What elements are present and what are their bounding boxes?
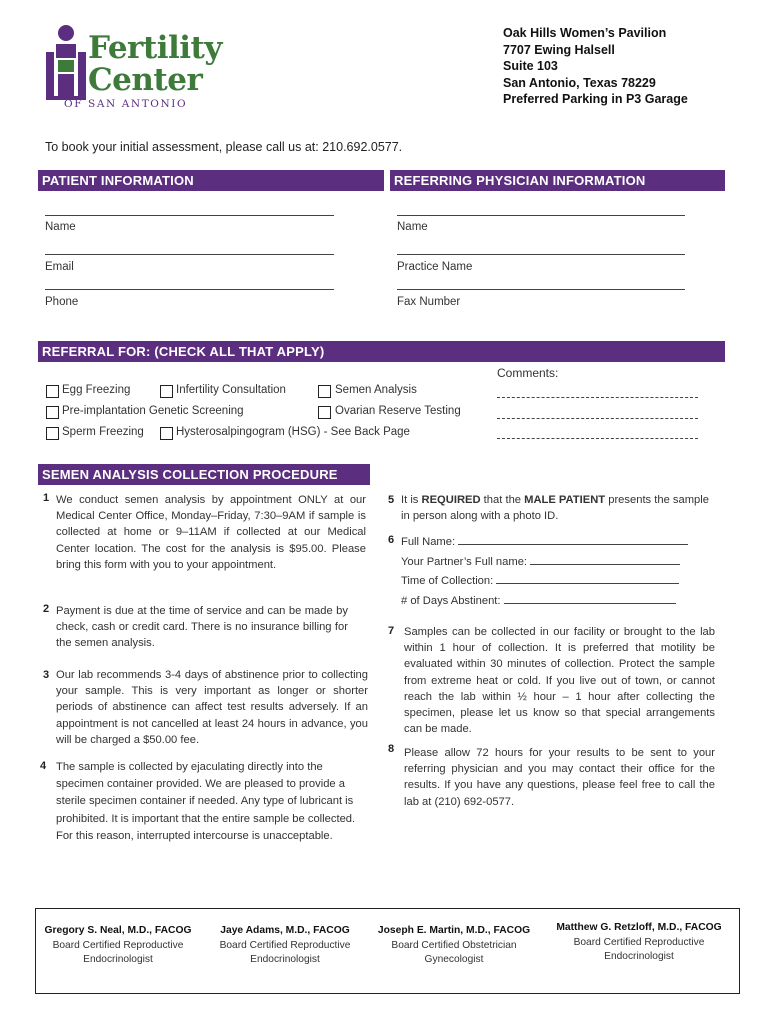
days-abstinent-field[interactable]	[504, 593, 676, 604]
doctor-title-line: Board Certified Obstetrician	[391, 940, 517, 951]
egg-freezing-label: Egg Freezing	[62, 384, 131, 396]
logo-emblem-icon	[44, 24, 86, 102]
sperm-freezing-checkbox[interactable]	[46, 427, 59, 440]
doctor-title-line: Endocrinologist	[83, 954, 153, 965]
doctor-title	[546, 936, 732, 964]
doctor-name: Joseph E. Martin, M.D., FACOG	[377, 925, 531, 936]
doctor-name: Jaye Adams, M.D., FACOG	[220, 925, 350, 936]
ovarian-reserve-checkbox[interactable]	[318, 406, 331, 419]
partner-name-row	[401, 554, 680, 568]
item-number: 6	[388, 534, 395, 546]
infertility-consultation-label: Infertility Consultation	[176, 384, 286, 396]
sperm-freezing-label: Sperm Freezing	[62, 426, 144, 438]
patient-email-field[interactable]	[45, 254, 334, 255]
doctor-card	[546, 922, 732, 964]
patient-phone-label: Phone	[45, 296, 79, 308]
item5-text-c: that the	[480, 494, 525, 506]
physician-name-label: Name	[397, 221, 428, 233]
address-line: Oak Hills Women’s Pavilion	[503, 26, 667, 40]
booking-text: To book your initial assessment, please call us at: 210.692.0577.	[45, 140, 403, 154]
pgs-label: Pre-implantation Genetic Screening	[62, 405, 244, 417]
procedure-item-1: We conduct semen analysis by appointment ONLY at our Medical Center Office, Monday–Friday, 7:30–9AM if sample is collected at home or 9–11AM if collected at our Medical Center location. The cost for the analysis is $95.00. Please bring this form with you to your appointment.	[56, 494, 366, 571]
logo-line3: OF SAN ANTONIO	[64, 98, 188, 110]
doctor-title	[38, 939, 198, 967]
hsg-checkbox[interactable]	[160, 427, 173, 440]
comments-line[interactable]	[497, 397, 698, 398]
doctor-title-line: Gynecologist	[424, 954, 484, 965]
comments-line[interactable]	[497, 438, 698, 439]
days-abstinent-label: # of Days Abstinent:	[401, 595, 501, 607]
fax-number-field[interactable]	[397, 289, 685, 290]
procedure-item-8: Please allow 72 hours for your results to be sent to your referring physician and you may contact their office for the results. If you have any questions, please feel free to call the lab at (210) 692-0577.	[404, 747, 715, 808]
item-number: 4	[40, 760, 47, 772]
doctor-name: Matthew G. Retzloff, M.D., FACOG	[556, 922, 722, 933]
item5-text-a: It is	[401, 494, 422, 506]
collection-time-row	[401, 573, 679, 587]
item-number: 8	[388, 743, 395, 755]
infertility-consultation-checkbox[interactable]	[160, 385, 173, 398]
egg-freezing-checkbox[interactable]	[46, 385, 59, 398]
doctor-title	[370, 939, 538, 967]
semen-analysis-checkbox[interactable]	[318, 385, 331, 398]
collection-time-field[interactable]	[496, 573, 679, 584]
practice-name-label: Practice Name	[397, 261, 473, 273]
logo	[42, 24, 222, 112]
doctor-title	[205, 939, 365, 967]
procedure-item-2: Payment is due at the time of service and can be made by check, cash or credit card. There is no insurance billing for the semen analysis.	[56, 605, 348, 650]
full-name-field[interactable]	[458, 534, 688, 545]
item5-male-patient: MALE PATIENT	[524, 494, 606, 506]
logo-line1: Fertility	[88, 30, 222, 66]
partner-name-label: Your Partner’s Full name:	[401, 556, 528, 568]
item5-required: REQUIRED	[421, 494, 481, 506]
full-name-label: Full Name:	[401, 536, 456, 548]
item-number: 1	[43, 492, 50, 504]
doctor-title-line: Endocrinologist	[250, 954, 320, 965]
item-number: 2	[43, 603, 50, 615]
comments-line[interactable]	[497, 418, 698, 419]
doctor-name: Gregory S. Neal, M.D., FACOG	[44, 925, 192, 936]
physician-info-header: REFERRING PHYSICIAN INFORMATION	[390, 170, 725, 191]
collection-time-label: Time of Collection:	[401, 575, 494, 587]
physician-name-field[interactable]	[397, 215, 685, 216]
ovarian-reserve-label: Ovarian Reserve Testing	[335, 405, 461, 417]
doctor-card	[205, 925, 365, 967]
semen-analysis-header: SEMEN ANALYSIS COLLECTION PROCEDURE	[38, 464, 370, 485]
logo-line2: Center	[88, 62, 203, 98]
procedure-item-5	[401, 492, 711, 524]
address-block	[503, 25, 688, 108]
fax-number-label: Fax Number	[397, 296, 461, 308]
doctor-card	[38, 925, 198, 967]
address-line: Suite 103	[503, 59, 558, 74]
patient-phone-field[interactable]	[45, 289, 334, 290]
doctor-card	[370, 925, 538, 967]
practice-name-field[interactable]	[397, 254, 685, 255]
item-number: 3	[43, 669, 50, 681]
referral-header: REFERRAL FOR: (CHECK ALL THAT APPLY)	[38, 341, 725, 362]
patient-info-header: PATIENT INFORMATION	[38, 170, 384, 191]
partner-name-field[interactable]	[530, 554, 680, 565]
comments-label: Comments:	[497, 366, 559, 380]
semen-analysis-label: Semen Analysis	[335, 384, 417, 396]
doctor-title-line: Board Certified Reproductive	[573, 937, 705, 948]
address-line: 7707 Ewing Halsell	[503, 42, 615, 57]
doctor-title-line: Endocrinologist	[604, 951, 674, 962]
procedure-item-7: Samples can be collected in our facility or brought to the lab within 1 hour of collection. It is preferred that motility be evaluated within 30 minutes of collection. Protect the sample from extreme heat or cold. If you live out of town, or cannot reach the lab within ½ hour – 1 hour after collecting the specimen, please let us know so that special arrangements can be made.	[404, 626, 715, 736]
patient-name-field[interactable]	[45, 215, 334, 216]
item-number: 7	[388, 625, 395, 637]
doctor-title-line: Board Certified Reproductive	[219, 940, 351, 951]
address-line: Preferred Parking in P3 Garage	[503, 92, 688, 107]
address-line: San Antonio, Texas 78229	[503, 75, 656, 90]
procedure-item-4: The sample is collected by ejaculating directly into the specimen container provided. We are pleased to provide a sterile specimen container if needed. Any type of lubricant is prohibited. It is important that the entire sample be collected. For this reason, interrupted intercourse is unacceptable.	[56, 761, 356, 842]
days-abstinent-row	[401, 593, 676, 607]
patient-name-label: Name	[45, 221, 76, 233]
item-number: 5	[388, 494, 395, 506]
pgs-checkbox[interactable]	[46, 406, 59, 419]
procedure-item-3: Our lab recommends 3-4 days of abstinence prior to collecting your sample. This is very important as longer or shorter periods of abstinence can affect test results adversely. If an appointment is not cancelled at least 24 hours in advance, you will be charged a $50.00 fee.	[56, 669, 368, 746]
doctor-title-line: Board Certified Reproductive	[52, 940, 184, 951]
hsg-label: Hysterosalpingogram (HSG) - See Back Page	[176, 426, 410, 438]
item5-text-e: presents the sample in person along with a photo ID.	[401, 494, 709, 523]
patient-email-label: Email	[45, 261, 74, 273]
full-name-row	[401, 534, 688, 548]
